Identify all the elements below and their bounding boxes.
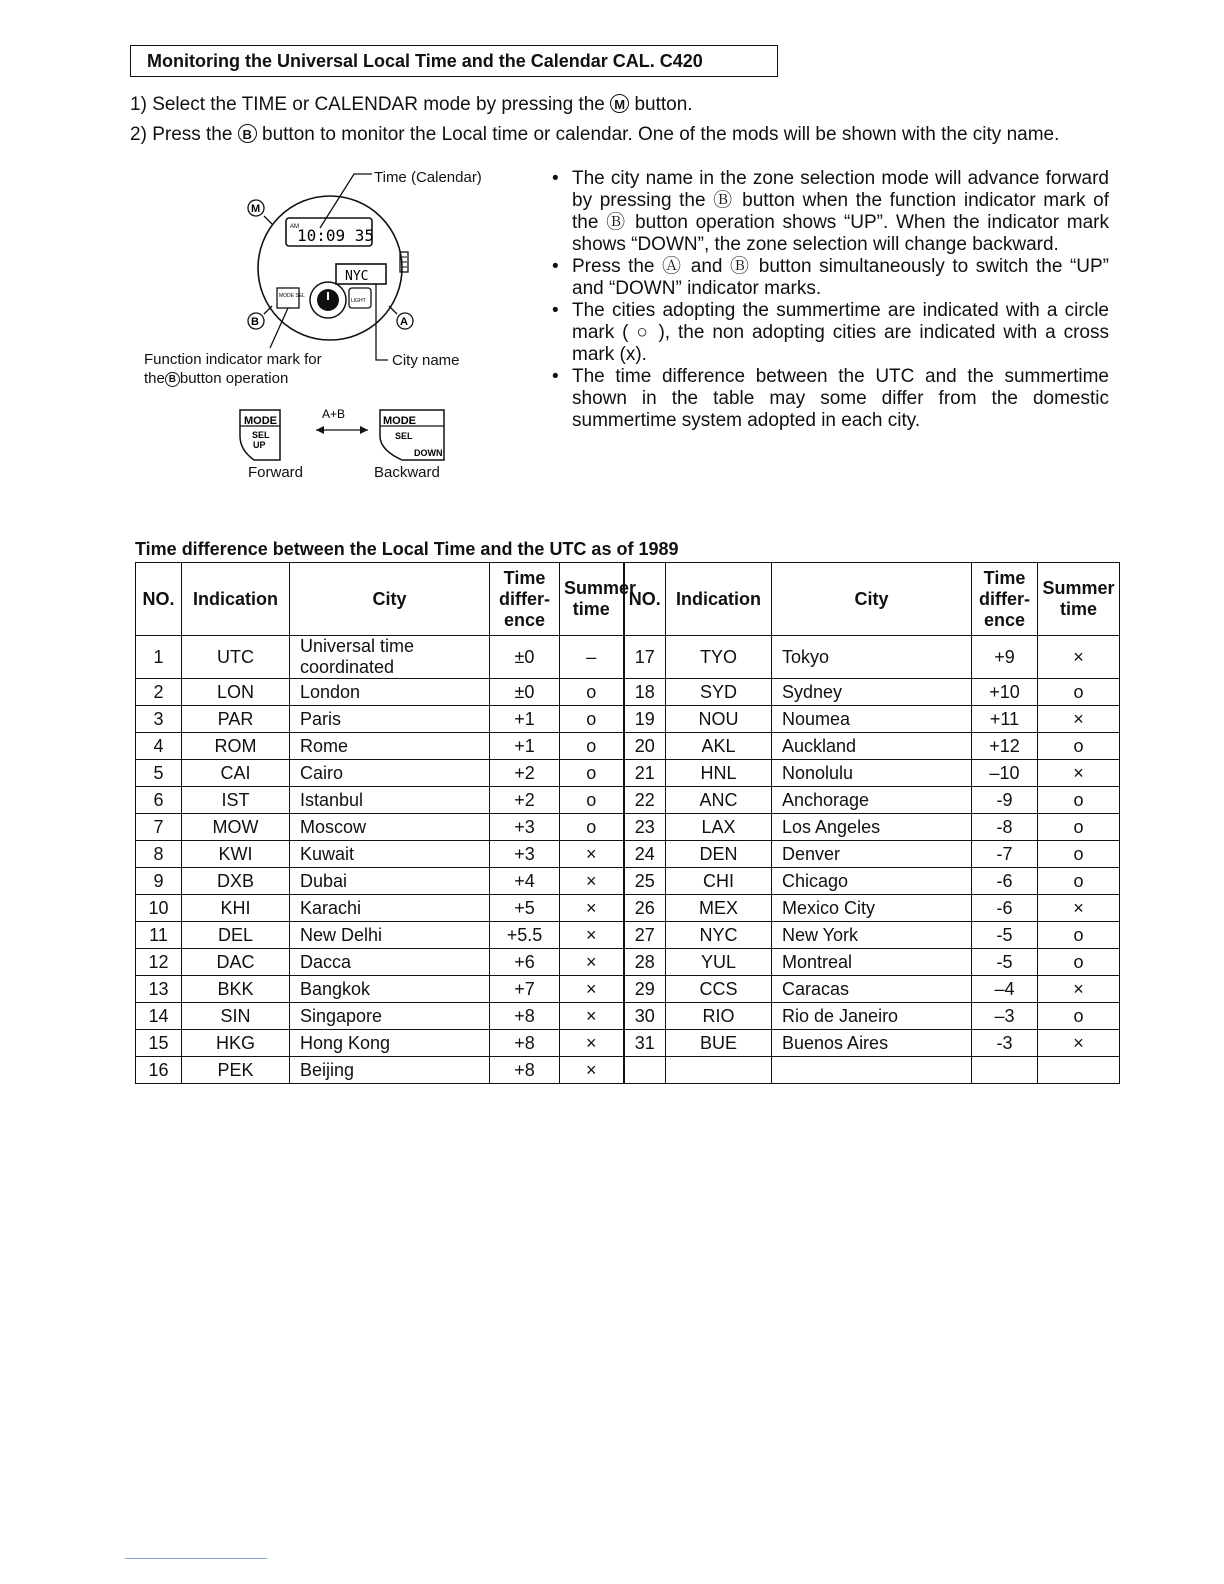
cell-summer: o bbox=[560, 814, 624, 841]
time-calendar-label: Time (Calendar) bbox=[374, 169, 482, 186]
cell-no: 27 bbox=[624, 922, 666, 949]
cell-no: 18 bbox=[624, 679, 666, 706]
cell-ind: CAI bbox=[182, 760, 290, 787]
function-indicator-label: Function indicator mark for bbox=[144, 351, 322, 368]
cell-no: 16 bbox=[136, 1057, 182, 1084]
cell-city: Hong Kong bbox=[290, 1030, 490, 1057]
cell-ind: AKL bbox=[666, 733, 772, 760]
cell-ind: UTC bbox=[182, 636, 290, 679]
cell-summer: × bbox=[1038, 1030, 1120, 1057]
cell-city: Mexico City bbox=[772, 895, 972, 922]
cell-ind: KWI bbox=[182, 841, 290, 868]
cell-diff: -7 bbox=[972, 841, 1038, 868]
cell-diff: ±0 bbox=[490, 636, 560, 679]
cell-ind: HNL bbox=[666, 760, 772, 787]
table-row bbox=[136, 787, 1120, 814]
forward-mode-text: MODE bbox=[244, 415, 277, 427]
step-text: button to monitor the Local time or calendar. One of the mods will be shown with the city name. bbox=[262, 124, 1060, 145]
city-display-text: NYC bbox=[345, 269, 369, 284]
cell-ind: HKG bbox=[182, 1030, 290, 1057]
cell-no: 3 bbox=[136, 706, 182, 733]
table-title: Time difference between the Local Time and the UTC as of 1989 bbox=[135, 539, 679, 559]
header-summer: Summer time bbox=[560, 563, 624, 636]
cell-summer: × bbox=[560, 841, 624, 868]
header-no: NO. bbox=[624, 563, 666, 636]
cell-city: Buenos Aires bbox=[772, 1030, 972, 1057]
cell-summer: × bbox=[1038, 895, 1120, 922]
cell-diff: +8 bbox=[490, 1057, 560, 1084]
cell-diff bbox=[972, 1057, 1038, 1084]
cell-ind: RIO bbox=[666, 1003, 772, 1030]
cell-summer: o bbox=[1038, 868, 1120, 895]
cell-no: 14 bbox=[136, 1003, 182, 1030]
label-text: button operation bbox=[179, 370, 289, 387]
time-difference-table bbox=[135, 562, 1120, 1084]
header-indication: Indication bbox=[666, 563, 772, 636]
ab-label: A+B bbox=[322, 407, 346, 421]
cell-no: 22 bbox=[624, 787, 666, 814]
table-row bbox=[136, 760, 1120, 787]
cell-ind: KHI bbox=[182, 895, 290, 922]
cell-city: Nonolulu bbox=[772, 760, 972, 787]
cell-ind: ROM bbox=[182, 733, 290, 760]
cell-diff: +11 bbox=[972, 706, 1038, 733]
cell-no: 21 bbox=[624, 760, 666, 787]
cell-ind: YUL bbox=[666, 949, 772, 976]
cell-diff: ±0 bbox=[490, 679, 560, 706]
forward-label: Forward bbox=[248, 464, 304, 481]
step-text: button. bbox=[634, 94, 693, 115]
cell-no: 8 bbox=[136, 841, 182, 868]
cell-summer: o bbox=[1038, 1003, 1120, 1030]
table-row bbox=[136, 636, 1120, 679]
label-text: the bbox=[144, 370, 165, 387]
cell-diff: +1 bbox=[490, 706, 560, 733]
backward-label: Backward bbox=[374, 464, 440, 481]
cell-city: Singapore bbox=[290, 1003, 490, 1030]
time-pointer-line bbox=[320, 174, 372, 228]
watch-diagram bbox=[140, 160, 510, 490]
step-2 bbox=[130, 124, 1059, 146]
cell-diff: -9 bbox=[972, 787, 1038, 814]
header-city: City bbox=[290, 563, 490, 636]
cell-ind: BKK bbox=[182, 976, 290, 1003]
table-row bbox=[136, 814, 1120, 841]
table-row bbox=[136, 733, 1120, 760]
cell-diff: +3 bbox=[490, 841, 560, 868]
b-button-label: B bbox=[251, 316, 259, 328]
note-item: • Press the Ⓐ and Ⓑ button simultaneously to switch the “UP” and “DOWN” indicator marks. bbox=[552, 256, 1109, 300]
cell-ind: BUE bbox=[666, 1030, 772, 1057]
cell-no: 11 bbox=[136, 922, 182, 949]
cell-diff: +12 bbox=[972, 733, 1038, 760]
cell-ind: NOU bbox=[666, 706, 772, 733]
b-button-icon: B bbox=[238, 124, 257, 143]
function-pointer-line bbox=[270, 308, 288, 348]
notes-list bbox=[552, 168, 1109, 432]
cell-city: Anchorage bbox=[772, 787, 972, 814]
cell-summer: – bbox=[560, 636, 624, 679]
table-row bbox=[136, 679, 1120, 706]
cell-ind: NYC bbox=[666, 922, 772, 949]
cell-ind: DXB bbox=[182, 868, 290, 895]
cell-ind: DAC bbox=[182, 949, 290, 976]
cell-ind: DEN bbox=[666, 841, 772, 868]
forward-sel-text: SEL bbox=[252, 430, 270, 440]
cell-city: Noumea bbox=[772, 706, 972, 733]
cell-diff: -6 bbox=[972, 868, 1038, 895]
cell-summer: o bbox=[560, 733, 624, 760]
cell-city: Kuwait bbox=[290, 841, 490, 868]
table-row bbox=[136, 976, 1120, 1003]
header-time-diff: Time differ- ence bbox=[972, 563, 1038, 636]
m-button-icon: M bbox=[610, 94, 629, 113]
cell-diff: +3 bbox=[490, 814, 560, 841]
cell-city: Tokyo bbox=[772, 636, 972, 679]
cell-ind: LAX bbox=[666, 814, 772, 841]
cell-city: Chicago bbox=[772, 868, 972, 895]
cell-diff: +1 bbox=[490, 733, 560, 760]
cell-diff: -6 bbox=[972, 895, 1038, 922]
cell-diff: +7 bbox=[490, 976, 560, 1003]
cell-summer: o bbox=[1038, 733, 1120, 760]
cell-no: 9 bbox=[136, 868, 182, 895]
cell-ind: MEX bbox=[666, 895, 772, 922]
cell-ind: LON bbox=[182, 679, 290, 706]
cell-ind: SYD bbox=[666, 679, 772, 706]
cell-city: Bangkok bbox=[290, 976, 490, 1003]
light-text: LIGHT bbox=[351, 298, 366, 304]
cell-diff: +6 bbox=[490, 949, 560, 976]
cell-no: 4 bbox=[136, 733, 182, 760]
cell-no: 31 bbox=[624, 1030, 666, 1057]
cell-diff: -8 bbox=[972, 814, 1038, 841]
note-item: • The time difference between the UTC and the summertime shown in the table may some differ from the domestic summertime system adopted in each city. bbox=[552, 366, 1109, 432]
table-row bbox=[136, 841, 1120, 868]
table-row bbox=[136, 1057, 1120, 1084]
cell-summer: × bbox=[560, 1057, 624, 1084]
cell-no: 7 bbox=[136, 814, 182, 841]
cell-no: 28 bbox=[624, 949, 666, 976]
cell-no: 13 bbox=[136, 976, 182, 1003]
m-button-label: M bbox=[251, 203, 261, 215]
cell-city: Universal time coordinated bbox=[290, 636, 490, 679]
cell-summer: × bbox=[560, 868, 624, 895]
cell-diff: +10 bbox=[972, 679, 1038, 706]
cell-city: Rio de Janeiro bbox=[772, 1003, 972, 1030]
cell-city: Dacca bbox=[290, 949, 490, 976]
note-item: • The city name in the zone selection mode will advance forward by pressing the Ⓑ button when the function indicator mark of the Ⓑ button operation shows “UP”. When the indicator mark shows “DOWN”, the zone selection will change backward. bbox=[552, 168, 1109, 256]
cell-summer: × bbox=[560, 976, 624, 1003]
cell-summer: o bbox=[560, 760, 624, 787]
cell-no: 19 bbox=[624, 706, 666, 733]
cell-no: 2 bbox=[136, 679, 182, 706]
cell-ind: PEK bbox=[182, 1057, 290, 1084]
cell-no: 17 bbox=[624, 636, 666, 679]
cell-city: Cairo bbox=[290, 760, 490, 787]
display-time: 10:09 35 bbox=[297, 226, 375, 245]
step-number: 2) bbox=[130, 124, 147, 145]
cell-diff: +5 bbox=[490, 895, 560, 922]
cell-summer bbox=[1038, 1057, 1120, 1084]
cell-summer: × bbox=[1038, 976, 1120, 1003]
cell-city bbox=[772, 1057, 972, 1084]
table-row bbox=[136, 868, 1120, 895]
cell-diff: +8 bbox=[490, 1030, 560, 1057]
cell-diff: –4 bbox=[972, 976, 1038, 1003]
cell-city: Los Angeles bbox=[772, 814, 972, 841]
cell-city: Moscow bbox=[290, 814, 490, 841]
header-indication: Indication bbox=[182, 563, 290, 636]
cell-summer: o bbox=[1038, 787, 1120, 814]
cell-city: New York bbox=[772, 922, 972, 949]
cell-no: 1 bbox=[136, 636, 182, 679]
table-row bbox=[136, 949, 1120, 976]
backward-sel-text: SEL bbox=[395, 431, 413, 441]
cell-summer: × bbox=[1038, 636, 1120, 679]
cell-city: London bbox=[290, 679, 490, 706]
cell-ind: SIN bbox=[182, 1003, 290, 1030]
cell-ind bbox=[666, 1057, 772, 1084]
cell-ind: TYO bbox=[666, 636, 772, 679]
cell-summer: o bbox=[560, 787, 624, 814]
display-ampm: AM bbox=[290, 224, 299, 230]
cell-no: 23 bbox=[624, 814, 666, 841]
header-summer: Summer time bbox=[1038, 563, 1120, 636]
cell-summer: × bbox=[1038, 706, 1120, 733]
cell-no: 12 bbox=[136, 949, 182, 976]
backward-indicator bbox=[380, 410, 444, 460]
cell-city: Paris bbox=[290, 706, 490, 733]
a-button-label: A bbox=[400, 316, 408, 328]
cell-summer: × bbox=[560, 922, 624, 949]
cell-summer: o bbox=[1038, 814, 1120, 841]
cell-summer: o bbox=[560, 679, 624, 706]
cell-no: 15 bbox=[136, 1030, 182, 1057]
forward-dir-text: UP bbox=[253, 440, 266, 450]
cell-no: 29 bbox=[624, 976, 666, 1003]
cell-summer: × bbox=[560, 1030, 624, 1057]
step-1 bbox=[130, 94, 693, 116]
cell-diff: +5.5 bbox=[490, 922, 560, 949]
cell-summer: o bbox=[1038, 679, 1120, 706]
forward-indicator bbox=[240, 410, 280, 460]
switch-arrow bbox=[316, 407, 368, 434]
step-number: 1) bbox=[130, 94, 147, 115]
table-row bbox=[136, 706, 1120, 733]
cell-summer: × bbox=[560, 895, 624, 922]
cell-ind: IST bbox=[182, 787, 290, 814]
mode-sel-text: MODE SEL bbox=[279, 293, 305, 299]
cell-summer: o bbox=[1038, 922, 1120, 949]
step-text: Press the bbox=[152, 124, 233, 145]
function-indicator-label-2 bbox=[144, 370, 288, 387]
header-no: NO. bbox=[136, 563, 182, 636]
header-city: City bbox=[772, 563, 972, 636]
table-row bbox=[136, 1003, 1120, 1030]
cell-city: New Delhi bbox=[290, 922, 490, 949]
cell-summer: × bbox=[560, 1003, 624, 1030]
cell-city: Sydney bbox=[772, 679, 972, 706]
backward-mode-text: MODE bbox=[383, 415, 416, 427]
cell-ind: PAR bbox=[182, 706, 290, 733]
cell-ind: ANC bbox=[666, 787, 772, 814]
cell-diff: +8 bbox=[490, 1003, 560, 1030]
cell-summer: o bbox=[560, 706, 624, 733]
cell-ind: CCS bbox=[666, 976, 772, 1003]
cell-ind: MOW bbox=[182, 814, 290, 841]
cell-diff: –10 bbox=[972, 760, 1038, 787]
cell-summer: × bbox=[1038, 760, 1120, 787]
cell-city: Rome bbox=[290, 733, 490, 760]
cell-diff: –3 bbox=[972, 1003, 1038, 1030]
cell-diff: -3 bbox=[972, 1030, 1038, 1057]
cell-no bbox=[624, 1057, 666, 1084]
footer-rule bbox=[125, 1558, 267, 1559]
cell-diff: -5 bbox=[972, 949, 1038, 976]
cell-no: 24 bbox=[624, 841, 666, 868]
cell-no: 5 bbox=[136, 760, 182, 787]
cell-city: Auckland bbox=[772, 733, 972, 760]
cell-no: 6 bbox=[136, 787, 182, 814]
cell-no: 26 bbox=[624, 895, 666, 922]
cell-diff: +2 bbox=[490, 787, 560, 814]
cell-ind: CHI bbox=[666, 868, 772, 895]
cell-no: 20 bbox=[624, 733, 666, 760]
header-time-diff: Time differ- ence bbox=[490, 563, 560, 636]
cell-no: 25 bbox=[624, 868, 666, 895]
cell-city: Dubai bbox=[290, 868, 490, 895]
cell-city: Denver bbox=[772, 841, 972, 868]
table-header-row bbox=[136, 563, 1120, 636]
cell-city: Caracas bbox=[772, 976, 972, 1003]
section-title: Monitoring the Universal Local Time and the Calendar CAL. C420 bbox=[147, 51, 703, 71]
b-button-icon: B bbox=[165, 372, 180, 387]
cell-diff: -5 bbox=[972, 922, 1038, 949]
note-item: • The cities adopting the summertime are indicated with a circle mark ( ○ ), the non adopting cities are indicated with a cross mark (x). bbox=[552, 300, 1109, 366]
cell-diff: +4 bbox=[490, 868, 560, 895]
table-row bbox=[136, 922, 1120, 949]
cell-summer: × bbox=[560, 949, 624, 976]
table-row bbox=[136, 1030, 1120, 1057]
step-text: Select the TIME or CALENDAR mode by pressing the bbox=[152, 94, 605, 115]
cell-summer: o bbox=[1038, 949, 1120, 976]
cell-no: 30 bbox=[624, 1003, 666, 1030]
cell-city: Montreal bbox=[772, 949, 972, 976]
cell-summer: o bbox=[1038, 841, 1120, 868]
cell-ind: DEL bbox=[182, 922, 290, 949]
city-name-label: City name bbox=[392, 352, 460, 369]
table-row bbox=[136, 895, 1120, 922]
cell-diff: +9 bbox=[972, 636, 1038, 679]
backward-dir-text: DOWN bbox=[414, 448, 443, 458]
cell-no: 10 bbox=[136, 895, 182, 922]
cell-city: Beijing bbox=[290, 1057, 490, 1084]
cell-city: Karachi bbox=[290, 895, 490, 922]
cell-diff: +2 bbox=[490, 760, 560, 787]
section-title-box bbox=[130, 45, 778, 77]
cell-city: Istanbul bbox=[290, 787, 490, 814]
